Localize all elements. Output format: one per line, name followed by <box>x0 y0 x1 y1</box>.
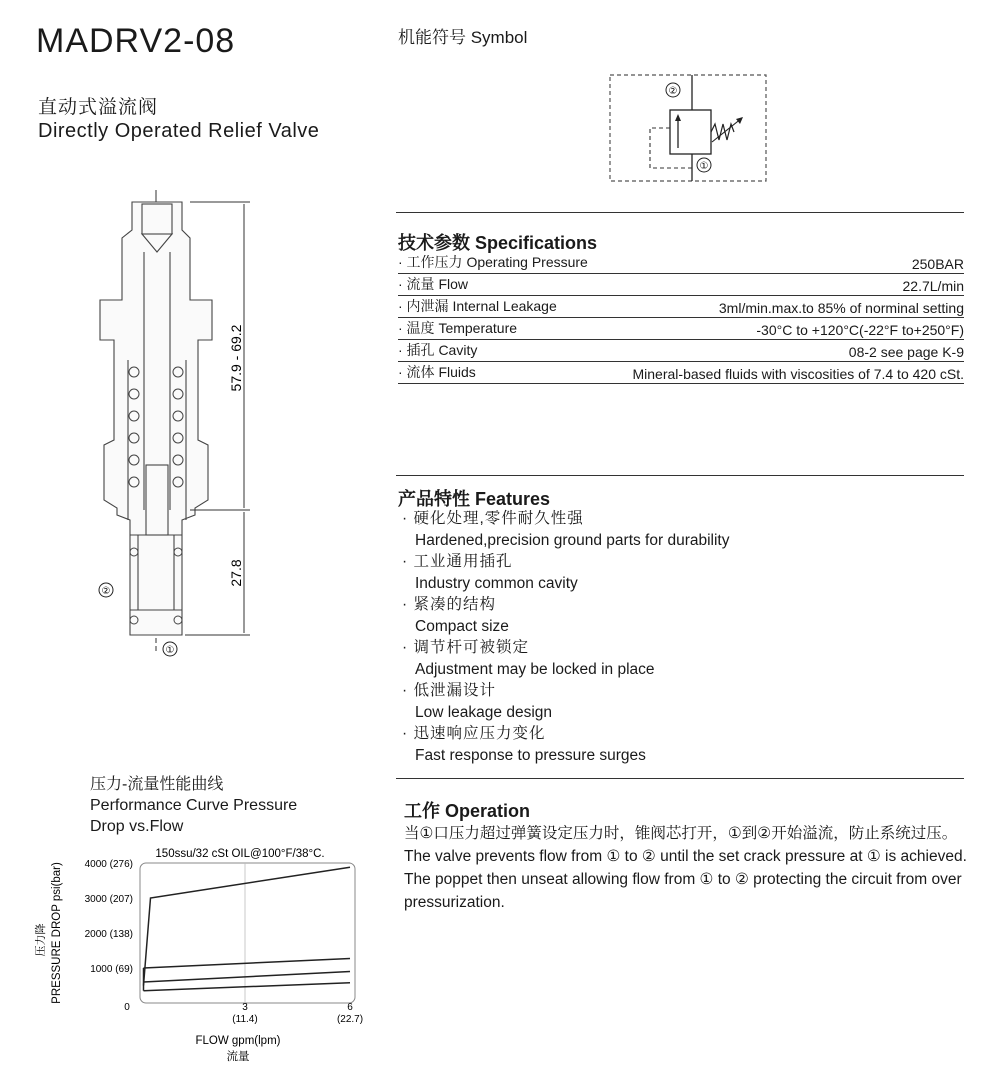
valve-cross-section <box>90 190 260 660</box>
chart-ytick-label: 4000 (276) <box>84 859 133 870</box>
feature-en: Low leakage design <box>415 703 553 721</box>
spec-row <box>398 362 964 384</box>
chart-xtick-label: 0 <box>124 1002 130 1013</box>
spec-value: Mineral-based fluids with viscosities of 7.4 to 420 cSt. <box>632 366 964 382</box>
chart-xtick-label: 6 <box>347 1002 353 1013</box>
spec-label: · 插孔 Cavity <box>398 342 478 358</box>
feature-cn: · 硬化处理,零件耐久性强 <box>402 510 584 527</box>
spec-row <box>398 252 964 274</box>
drawing-port2-label: ② <box>101 586 111 597</box>
chart-xtick-sublabel: (11.4) <box>232 1014 258 1025</box>
spec-value: 22.7L/min <box>902 278 964 294</box>
feature-en: Industry common cavity <box>415 574 578 592</box>
symbol-valve-box <box>670 110 711 154</box>
performance-heading-en-1: Performance Curve Pressure <box>90 797 298 814</box>
chart-title: 150ssu/32 cSt OIL@100°F/38°C. <box>155 848 325 860</box>
feature-cn: · 工业通用插孔 <box>402 553 513 570</box>
feature-en: Hardened,precision ground parts for durability <box>415 531 730 549</box>
product-name-cn: 直动式溢流阀 <box>38 97 159 118</box>
chart-xlabel-cn: 流量 <box>226 1051 250 1063</box>
feature-cn: · 紧凑的结构 <box>402 596 496 613</box>
spec-row <box>398 318 964 340</box>
dim-lower-label: 27.8 <box>228 559 244 587</box>
symbol-heading: 机能符号 Symbol <box>398 28 528 47</box>
chart-plot-frame <box>140 863 355 1003</box>
spec-label: · 流体 Fluids <box>398 364 476 380</box>
operation-body <box>404 822 974 914</box>
spec-label: · 工作压力 Operating Pressure <box>398 254 588 270</box>
operation-text-en: The valve prevents flow from ① to ② until the set crack pressure at ① is achieved. The poppet then unseat allowing flow from ① to ② protecting the circuit from over pressurization. <box>404 848 967 911</box>
spec-value: 3ml/min.max.to 85% of norminal setting <box>718 300 964 316</box>
dim-upper-label: 57.9 - 69.2 <box>228 324 244 392</box>
hydraulic-symbol <box>606 72 771 184</box>
feature-cn: · 迅速响应压力变化 <box>402 725 546 742</box>
spec-label: · 温度 Temperature <box>398 320 518 336</box>
spec-row <box>398 274 964 296</box>
performance-heading-cn: 压力-流量性能曲线 <box>90 776 224 793</box>
drawing-body-outline <box>100 202 212 635</box>
divider <box>396 212 964 213</box>
operation-text-cn: 当①口压力超过弹簧设定压力时，锥阀芯打开，①到②开始溢流，防止系统过压。 <box>404 825 958 842</box>
chart-ytick-label: 3000 (207) <box>84 894 133 905</box>
product-model: MADRV2-08 <box>36 22 236 60</box>
drawing-port1-label: ① <box>165 645 175 656</box>
feature-cn: · 调节杆可被锁定 <box>402 639 529 656</box>
performance-heading <box>90 774 297 837</box>
chart-xtick-label: 3 <box>242 1002 248 1013</box>
spec-label: · 内泄漏 Internal Leakage <box>398 298 557 314</box>
chart-ylabel-cn: 压力降 <box>35 923 47 957</box>
spec-row <box>398 296 964 318</box>
performance-heading-en-2: Drop vs.Flow <box>90 818 184 835</box>
spec-value: 08-2 see page K-9 <box>848 344 964 360</box>
symbol-spring <box>711 124 734 140</box>
symbol-adjust-arrowhead <box>736 117 743 124</box>
chart-ytick-label: 2000 (138) <box>84 929 133 940</box>
chart-ytick-label: 1000 (69) <box>90 964 133 975</box>
chart-ylabel: PRESSURE DROP psi(bar) <box>51 862 63 1004</box>
feature-cn: · 低泄漏设计 <box>402 682 496 699</box>
spec-value: -30°C to +120°C(-22°F to+250°F) <box>756 322 964 338</box>
feature-en: Fast response to pressure surges <box>415 746 646 764</box>
product-name-en: Directly Operated Relief Valve <box>38 120 320 142</box>
features-heading: 产品特性 Features <box>398 489 551 509</box>
chart-xtick-sublabel: (22.7) <box>336 1014 364 1025</box>
divider <box>396 778 964 779</box>
feature-en: Compact size <box>415 617 509 635</box>
features-list <box>402 508 729 766</box>
chart-xlabel: FLOW gpm(lpm) <box>195 1035 281 1047</box>
spec-label: · 流量 Flow <box>398 276 468 292</box>
operation-heading: 工作 Operation <box>404 801 531 821</box>
spec-value: 250BAR <box>911 256 964 272</box>
divider <box>396 475 964 476</box>
feature-en: Adjustment may be locked in place <box>415 660 655 678</box>
symbol-port1-label: ① <box>699 161 709 172</box>
symbol-port2-label: ② <box>668 86 678 97</box>
specs-heading: 技术参数 Specifications <box>398 233 598 253</box>
spec-row <box>398 340 964 362</box>
performance-chart <box>0 838 390 1083</box>
